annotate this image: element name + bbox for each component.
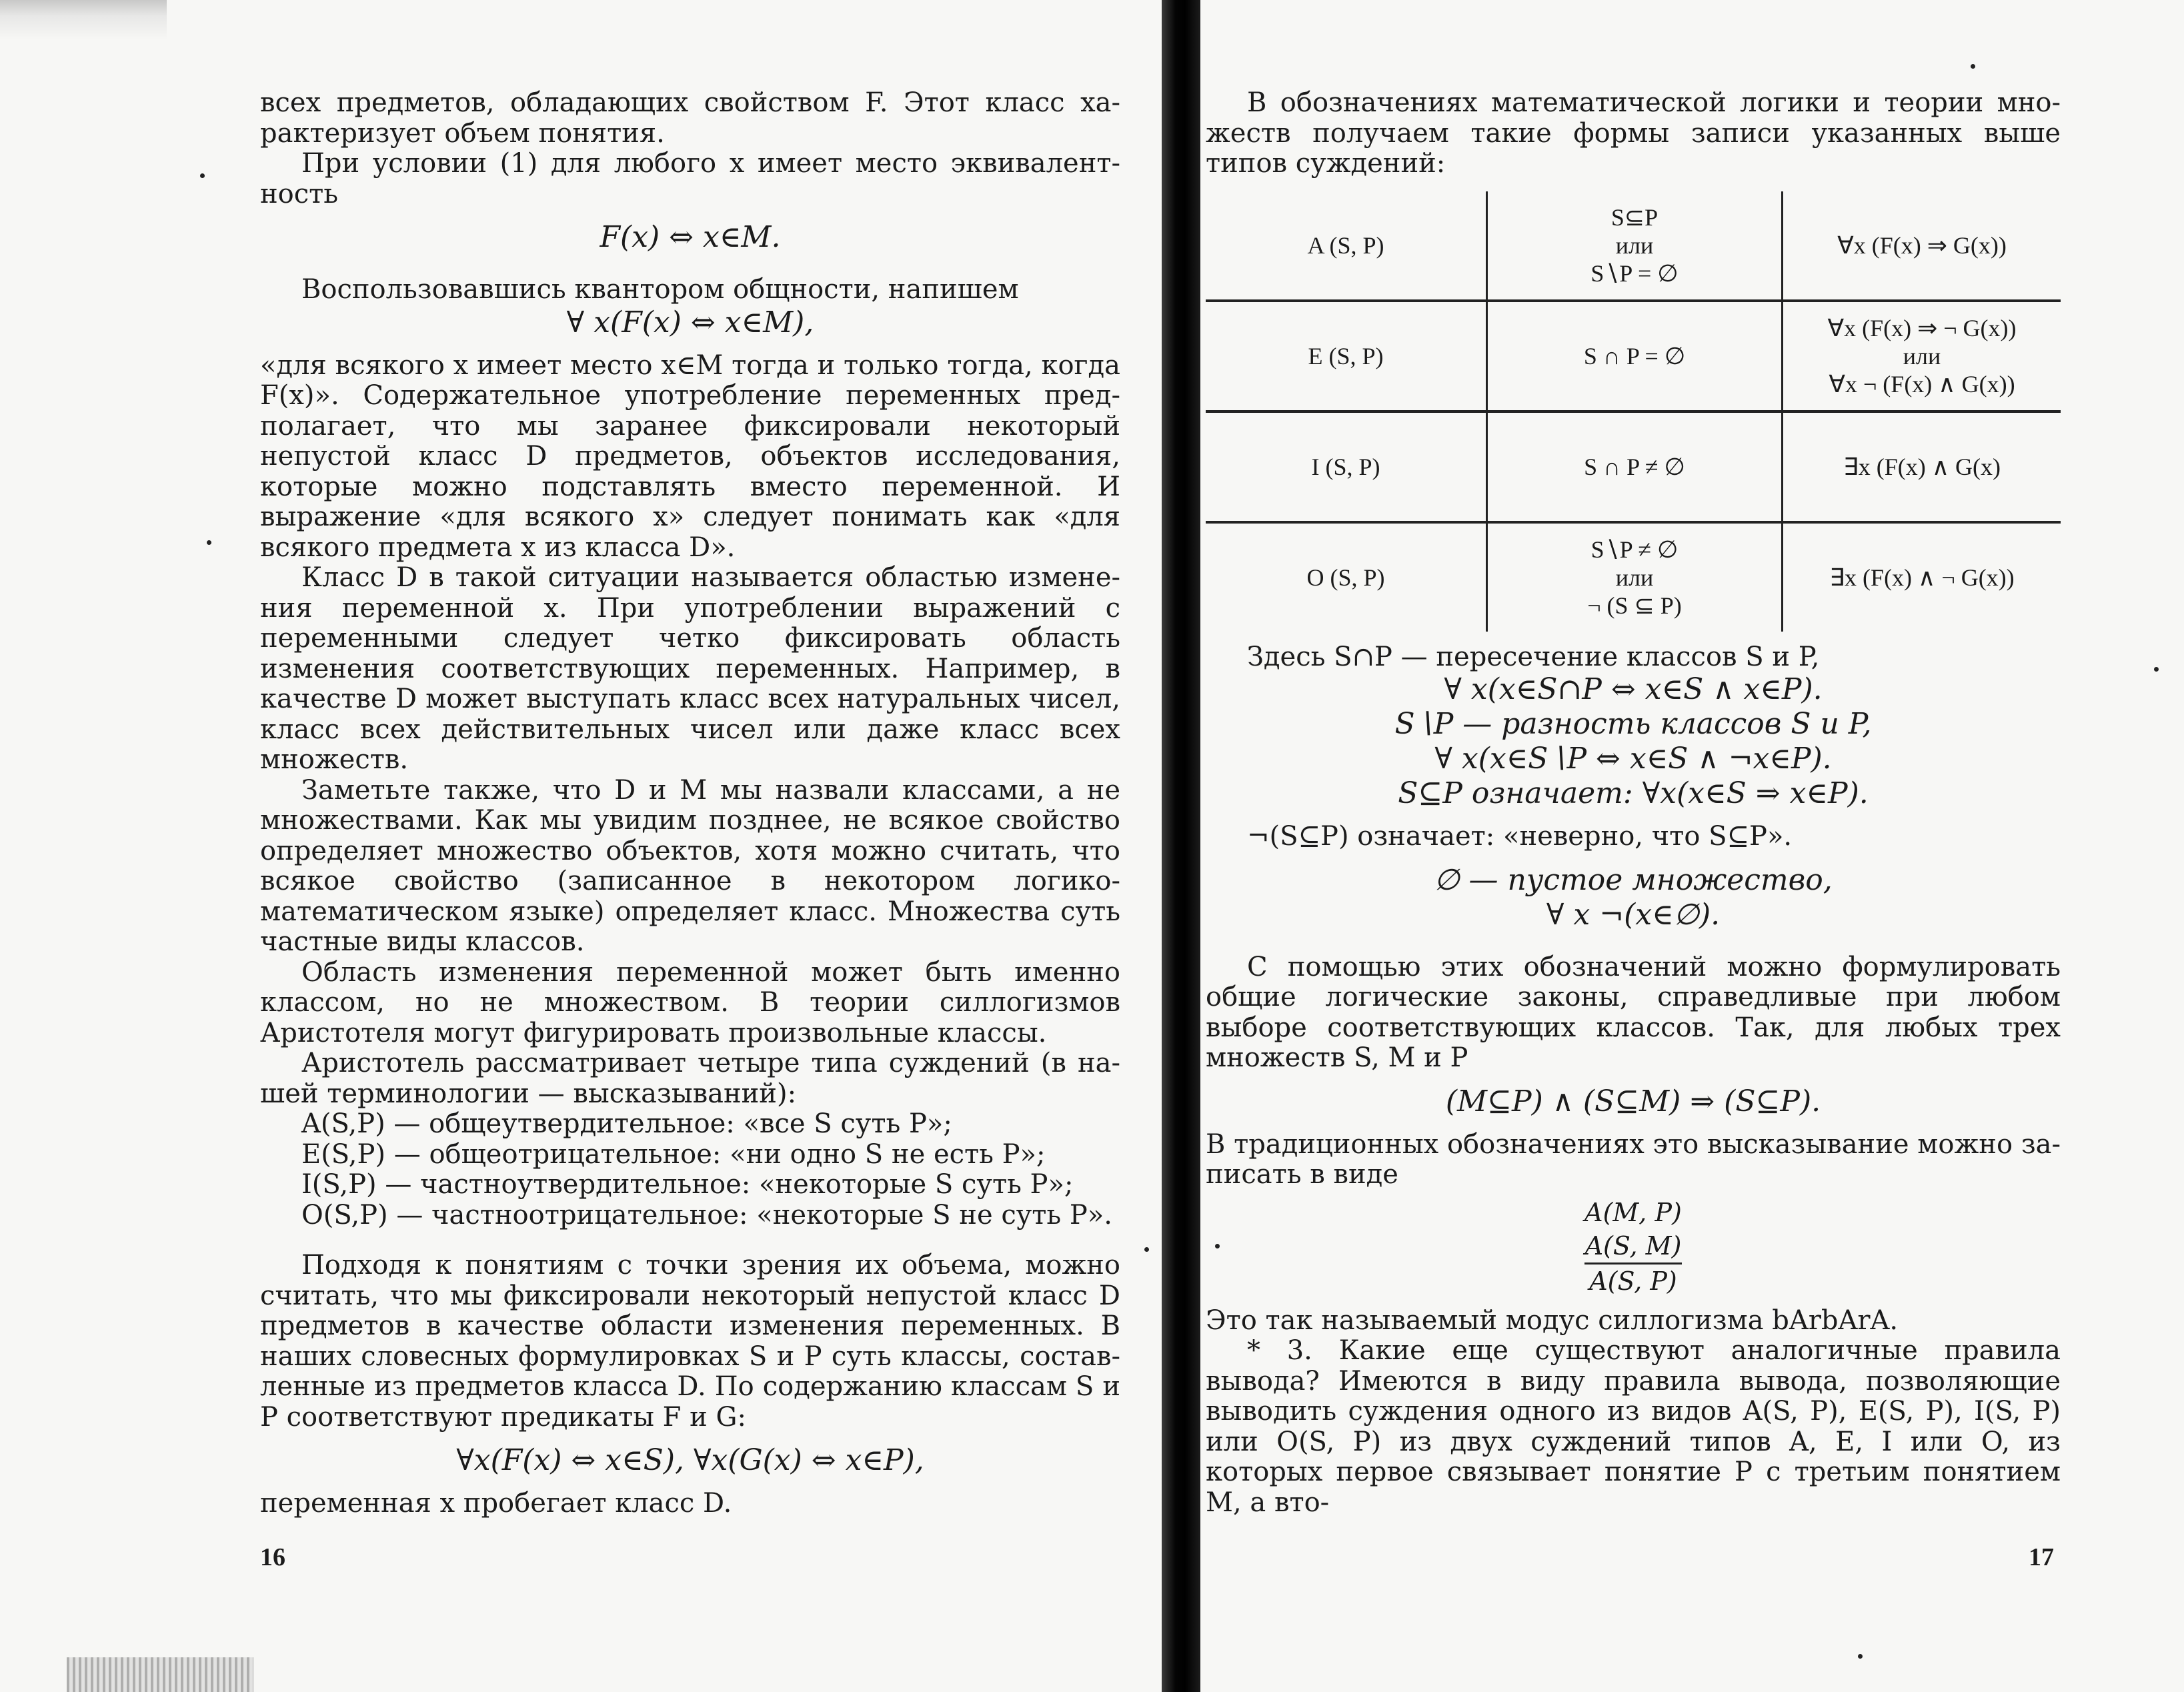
formula: ∀ x(F(x) ⇔ x∈M), xyxy=(566,305,814,339)
paragraph: Воспользовавшись квантором общности, напишем xyxy=(301,274,1019,305)
paragraph: В традиционных обозначениях это высказывание можно записать в виде xyxy=(1206,1128,2061,1190)
scan-artifact xyxy=(67,1657,253,1692)
table-cell: O (S, P) xyxy=(1206,522,1487,632)
table-row xyxy=(1206,411,2061,522)
table-cell: S ∩ P ≠ ∅ xyxy=(1487,411,1783,522)
judgment-types-list xyxy=(260,1109,1120,1230)
formula: ∀x(F(x) ⇔ x∈S), ∀x(G(x) ⇔ x∈P), xyxy=(456,1443,924,1477)
paragraph: * 3. Какие еще существуют аналогичные правила вывода? Имеются в виду правила вывода, позволяющие выводить суждения одного из видов A(S, P), E(S, P), I(S, P) или O(S, P) из двух суждений типов A, E, I или O, из которых первое связывает понятие P с третьим понятием M, а вто- xyxy=(1206,1335,2061,1518)
paragraph: При условии (1) для любого x имеет место эквивалентность xyxy=(260,148,1120,209)
table-cell: S⊆P или S∖P = ∅ xyxy=(1487,191,1783,301)
paragraph: Область изменения переменной может быть именно классом, но не множеством. В теории силлогизмов Аристотеля могут фигурировать произвольные классы. xyxy=(260,956,1120,1048)
scan-artifact xyxy=(0,0,167,40)
paragraph: Подходя к понятиям с точки зрения их объема, можно считать, что мы фиксировали некоторый непустой класс D предметов в качестве области изменения переменных. В наших словесных формулировках S и P суть классы, составленные из предметов класса D. По содержанию классам S и P соответствуют предикаты F и G: xyxy=(260,1250,1120,1433)
formula: ∀ x ¬(x∈∅). xyxy=(1546,897,1721,932)
table-cell: A (S, P) xyxy=(1206,191,1487,301)
page-number: 17 xyxy=(2029,1543,2054,1571)
scan-speck xyxy=(207,540,211,545)
paragraph: Класс D в такой ситуации называется областью изменения переменной x. При употреблении выражений с переменными следует четко фиксировать область изменения соответствующих переменных. Например, в качестве D может выступать класс всех натуральных чисел, класс всех действительных чисел или даже класс всех множеств. xyxy=(260,562,1120,775)
paragraph: всех предметов, обладающих свойством F. Этот класс характеризует объем понятия. xyxy=(260,87,1120,149)
table-cell: ∀x (F(x) ⇒ ¬ G(x)) или ∀x ¬ (F(x) ∧ G(x)) xyxy=(1783,301,2061,411)
conclusion: A(S, P) xyxy=(1584,1262,1682,1298)
paragraph: Здесь S∩P — пересечение классов S и P, xyxy=(1247,641,1820,672)
table-cell: E (S, P) xyxy=(1206,301,1487,411)
formula: S⊆P означает: ∀x(x∈S ⇒ x∈P). xyxy=(1398,776,1869,810)
table-cell: S ∩ P = ∅ xyxy=(1487,301,1783,411)
formula: S∖P — разность классов S и P, xyxy=(1394,707,1872,741)
premise-major: A(M, P) xyxy=(1584,1197,1682,1227)
formula: ∀ x(x∈S∖P ⇔ x∈S ∧ ¬x∈P). xyxy=(1434,742,1832,776)
syllogism-fraction xyxy=(1206,1196,2061,1298)
paragraph: переменная x пробегает класс D. xyxy=(260,1488,732,1519)
list-item: O(S,P) — частноотрицательное: «некоторые S не суть P». xyxy=(301,1199,1112,1230)
list-item: I(S,P) — частноутвердительное: «некоторые S суть P»; xyxy=(301,1169,1074,1200)
paragraph: Аристотель рассматривает четыре типа суждений (в нашей терминологии — высказываний): xyxy=(260,1048,1120,1109)
premise-minor: A(S, M) xyxy=(1584,1230,1682,1260)
formula: (M⊆P) ∧ (S⊆M) ⇒ (S⊆P). xyxy=(1445,1084,1821,1118)
scan-speck xyxy=(1971,64,1975,69)
list-item: A(S,P) — общеутвердительное: «все S суть P»; xyxy=(301,1108,952,1139)
paragraph: ¬(S⊆P) означает: «неверно, что S⊆P». xyxy=(1247,821,1793,852)
table-row xyxy=(1206,191,2061,301)
table-cell: S∖P ≠ ∅ или ¬ (S ⊆ P) xyxy=(1487,522,1783,632)
scan-speck xyxy=(1858,1654,1863,1659)
table-cell: ∃x (F(x) ∧ ¬ G(x)) xyxy=(1783,522,2061,632)
paragraph: С помощью этих обозначений можно формулировать общие логические законы, справедливые при любом выборе соответствующих классов. Так, для любых трех множеств S, M и P xyxy=(1206,951,2061,1073)
paragraph: Это так называемый модус силлогизма bArbArA. xyxy=(1206,1305,1899,1336)
table-row xyxy=(1206,301,2061,411)
table-row xyxy=(1206,522,2061,632)
table-cell: I (S, P) xyxy=(1206,411,1487,522)
scan-speck xyxy=(200,173,205,178)
formula: F(x) ⇔ x∈M. xyxy=(600,220,781,254)
table-cell: ∃x (F(x) ∧ G(x) xyxy=(1783,411,2061,522)
table-cell: ∀x (F(x) ⇒ G(x)) xyxy=(1837,231,2007,259)
scan-speck xyxy=(2154,667,2159,672)
left-column xyxy=(260,88,1120,1519)
formula: ∅ — пустое множество, xyxy=(1434,862,1833,897)
right-column xyxy=(1206,88,2061,1518)
book-spine xyxy=(1162,0,1200,1692)
page-number: 16 xyxy=(260,1543,285,1571)
judgment-forms-table xyxy=(1206,191,2061,632)
paragraph: «для всякого x имеет место x∈M тогда и только тогда, когда F(x)». Содержательное употребление переменных предполагает, что мы заранее фиксировали некоторый непустой класс D предметов, объектов исследования, которые можно подставлять вместо переменной. И выражение «для всякого x» следует понимать как «для всякого предмета x из класса D». xyxy=(260,349,1120,563)
formula: ∀ x(x∈S∩P ⇔ x∈S ∧ x∈P). xyxy=(1444,672,1823,706)
paragraph: В обозначениях математической логики и теории множеств получаем такие формы записи указанных выше типов суждений: xyxy=(1206,87,2061,179)
scan-speck xyxy=(1144,1247,1149,1252)
paragraph: Заметьте также, что D и M мы назвали классами, а не множествами. Как мы увидим позднее, не всякое свойство определяет множество объектов, хотя можно считать, что всякое свойство (записанное в некотором логико-математическом языке) определяет класс. Множества суть частные виды классов. xyxy=(260,774,1120,957)
list-item: E(S,P) — общеотрицательное: «ни одно S не есть P»; xyxy=(301,1138,1046,1170)
